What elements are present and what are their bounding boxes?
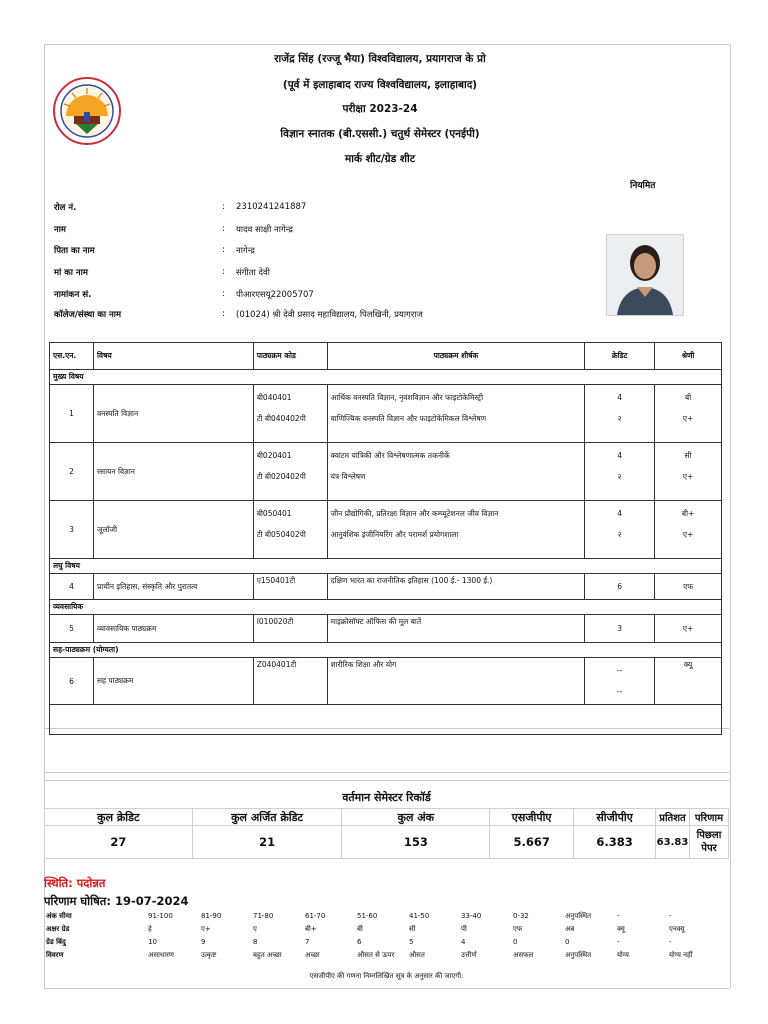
row-codes [253,385,327,443]
row-title: दक्षिण भारत का राजनीतिक इतिहास (100 ई.- 1300 ई.) [327,574,585,600]
person-photo-icon [607,235,683,315]
credit: 4 [617,451,623,460]
scale-cell: बहुत अच्छा [253,951,282,959]
credit: २ [617,472,622,481]
sheet-title: मार्क शीट/ग्रेड शीट [344,153,416,165]
record-values-row [45,826,729,859]
row-subject: वनस्पति विज्ञान [93,385,253,443]
empty-cell [50,705,722,735]
father-label: पिता का नाम [54,246,95,256]
row-grades [655,385,722,443]
scale-cell: अनुपस्थित [565,912,592,920]
scale-label: अक्षर ग्रेड [46,925,70,933]
title: यंत्र विश्लेषण [330,472,366,481]
scale-cell: बी [357,925,363,933]
table-row [50,574,722,600]
code: टी बी020402पी [256,472,306,481]
record-header-row [45,809,729,826]
university-logo [52,76,122,146]
row-sn: 3 [50,501,94,559]
colon: : [222,289,225,299]
credit: २ [617,414,622,423]
scale-label: अंक सीमा [46,912,72,920]
grade: बी+ [681,509,695,518]
col-subject: विषय [93,343,253,370]
record-header: परिणाम [689,809,728,826]
scale-cell: - [669,912,672,920]
scale-cell: 61-70 [305,912,326,920]
bottom-border [44,988,729,989]
group-major: मुख्य विषय [50,370,722,385]
row-subject: जूलॉजी [93,501,253,559]
row-titles [327,501,585,559]
code: टी बी040402पी [256,414,306,423]
name-value: यादव साक्षी नागेन्द्र [236,225,293,235]
scale-cell: - [669,938,672,946]
college-label: कॉलेज/संस्था का नाम [54,310,122,320]
row-grades [655,443,722,501]
row-sn: 4 [50,574,94,600]
scale-cell: 0 [565,938,570,946]
grade: सी [684,451,692,460]
sgpa: 5.667 [490,826,574,859]
colon: : [222,267,225,277]
colon: : [222,245,225,255]
total-credit: 27 [45,826,193,859]
row-sn: 6 [50,658,94,705]
row-grades [655,501,722,559]
scale-cell: उत्कृष्ट [201,951,217,959]
result-declared: परिणाम घोषित: 19-07-2024 [44,894,189,908]
record-header: प्रतिशत [656,809,690,826]
scale-cell: 10 [148,938,157,946]
table-row [50,615,722,643]
table-row [50,385,722,443]
university-name: राजेंद्र सिंह (रज्जू भैया) विश्वविद्यालय, प्रयागराज के प्रो [274,53,486,65]
enrollment-label: नामांकन सं. [54,290,92,300]
record-header: कुल क्रेडिट [45,809,193,826]
scale-cell: असाधारण [148,951,174,959]
scale-cell: 6 [357,938,362,946]
scale-cell: 91-100 [148,912,173,920]
group-minor: लघु विषय [50,559,722,574]
row-grade: एफ [655,574,722,600]
scale-cell: 41-50 [409,912,430,920]
mother-value: संगीता देवी [236,268,270,278]
scale-cell: अच्छा [305,951,320,959]
scale-cell: ए [253,925,257,933]
row-codes [253,443,327,501]
row-credits [585,443,655,501]
record-table [44,808,729,859]
subjects-table [49,342,722,735]
mother-label: मां का नाम [54,268,88,278]
grade: ए+ [682,472,694,481]
table-row [50,658,722,705]
record-header: एसजीपीए [490,809,574,826]
row-titles [327,443,585,501]
scale-cell: अनुपस्थित [565,951,592,959]
scale-cell: - [617,938,620,946]
row-code: ए150401टी [253,574,327,600]
row-credits [585,658,655,705]
scale-label: विवरण [46,951,64,959]
colon: : [222,309,225,319]
col-code: पाठ्यक्रम कोड [253,343,327,370]
table-row [50,443,722,501]
group-row [50,559,722,574]
table-row-empty [50,705,722,735]
row-subject: प्राचीन इतिहास, संस्कृति और पुरातत्व [93,574,253,600]
credit: २ [617,530,622,539]
col-credit: क्रेडिट [585,343,655,370]
row-credits [585,501,655,559]
record-title: वर्तमान सेमेस्टर रिकॉर्ड [342,791,431,804]
percentage: 63.83 [656,826,690,859]
scale-cell: 7 [305,938,310,946]
scale-cell: एनक्यू [669,925,685,933]
title: आनुवंशिक इंजीनियरिंग और परामर्श प्रयोगशाला [330,530,459,539]
row-code: I010020टी [253,615,327,643]
scale-cell: औसत से ऊपर [357,951,395,959]
row-titles [327,385,585,443]
program-name: विज्ञान स्नातक (बी.एससी.) चतुर्थ सेमेस्टर (एनईपी) [280,128,480,140]
row-codes [253,501,327,559]
scale-cell: सी [409,925,416,933]
scale-cell: पी [461,925,467,933]
group-row [50,600,722,615]
scale-cell: बी+ [305,925,317,933]
row-sn: 5 [50,615,94,643]
grade: ए+ [682,530,694,539]
scale-cell: उत्तीर्ण [461,951,477,959]
scale-cell: एफ [513,925,523,933]
col-grade: श्रेणी [655,343,722,370]
scale-cell: 9 [201,938,206,946]
row-credit: 6 [585,574,655,600]
colon: : [222,224,225,234]
title: क्वांटम यांत्रिकी और विश्लेषणात्मक तकनीकें [330,451,450,460]
record-header: कुल अंक [342,809,490,826]
college-value: (01024) श्री देवी प्रसाद महाविद्यालय, पिलखिनी, प्रयागराज [236,310,423,320]
title: जीन प्रौद्योगिकी, प्रतिरक्षा विज्ञान और कम्प्यूटेशनल जीव विज्ञान [330,509,499,518]
former-name: (पूर्व में इलाहाबाद राज्य विश्वविद्यालय, इलाहाबाद) [282,79,478,91]
credit: 4 [617,509,623,518]
table-header-row [50,343,722,370]
roll-label: रोल नं. [54,203,77,213]
scale-cell: 5 [409,938,414,946]
colon: : [222,202,225,212]
scale-cell: योग्य [617,951,629,959]
row-title: शारीरिक शिक्षा और योग [327,658,585,705]
credit: 4 [617,393,623,402]
scale-cell: - [617,912,620,920]
scale-cell: 51-60 [357,912,378,920]
group-vocational: व्यवसायिक [50,600,722,615]
regular-status: नियमित [630,181,656,191]
scale-cell: 8 [253,938,258,946]
scale-cell: अब [565,925,575,933]
scale-cell: हे [148,925,152,933]
scale-cell: औसत [409,951,425,959]
title: वाणिज्यिक वनस्पति विज्ञान और फाइटोकेमिकल विश्लेषण [330,414,487,423]
cgpa: 6.383 [574,826,656,859]
col-title: पाठ्यक्रम शीर्षक [327,343,585,370]
code: बी040401 [256,393,292,402]
scale-cell: ए+ [201,925,211,933]
scale-cell: 33-40 [461,912,482,920]
credit: -- [616,666,623,675]
group-row [50,370,722,385]
row-credit: 3 [585,615,655,643]
grade: ए+ [682,414,694,423]
student-photo [606,234,684,316]
promotion-status: स्थिति: पदोन्नत [44,876,106,890]
col-sn: एस.एन. [50,343,94,370]
sgpa-formula-note: एसजीपीए की गणना निम्नलिखित सूत्र के अनुसार की जाएगी: [309,972,464,980]
title: आर्थिक वनस्पति विज्ञान, नृवंशविज्ञान और फाइटोकेमिस्ट्री [330,393,484,402]
divider [44,780,729,781]
result: पिछला पेपर [689,826,728,859]
record-header: कुल अर्जित क्रेडिट [192,809,342,826]
divider [44,772,729,773]
row-code: Z040401टी [253,658,327,705]
row-grade: क्यू [655,658,722,705]
row-subject: रसायन विज्ञान [93,443,253,501]
group-row [50,643,722,658]
row-grade: ए+ [655,615,722,643]
row-sn: 2 [50,443,94,501]
top-border [44,44,729,45]
table-row [50,501,722,559]
scale-cell: 4 [461,938,466,946]
earned-credit: 21 [192,826,342,859]
record-header: सीजीपीए [574,809,656,826]
father-value: नागेन्द्र [236,246,255,256]
row-sn: 1 [50,385,94,443]
scale-cell: 0 [513,938,518,946]
enrollment-value: पीआरएसयू22005707 [236,290,314,300]
row-subject: सह पाठ्यक्रम [93,658,253,705]
scale-cell: 0-32 [513,912,529,920]
code: बी020401 [256,451,292,460]
scale-label: ग्रेड बिंदु [46,938,66,946]
code: बी050401 [256,509,292,518]
scale-cell: असफल [513,951,534,959]
row-credits [585,385,655,443]
row-subject: व्यावसायिक पाठ्यक्रम [93,615,253,643]
roll-value: 2310241241887 [236,202,307,212]
scale-cell: 81-90 [201,912,222,920]
total-marks: 153 [342,826,490,859]
scale-cell: क्यू [617,925,625,933]
scale-cell: 71-80 [253,912,274,920]
group-cocurricular: सह-पाठ्यक्रम (योग्यता) [50,643,722,658]
grade: बी [684,393,692,402]
row-title: माइक्रोसॉफ्ट ऑफिस की मूल बातें [327,615,585,643]
scale-cell: योग्य नहीं [669,951,693,959]
credit: -- [616,687,623,696]
exam-year: परीक्षा 2023-24 [342,103,418,115]
code: टी बी050402पी [256,530,306,539]
name-label: नाम [54,225,67,235]
